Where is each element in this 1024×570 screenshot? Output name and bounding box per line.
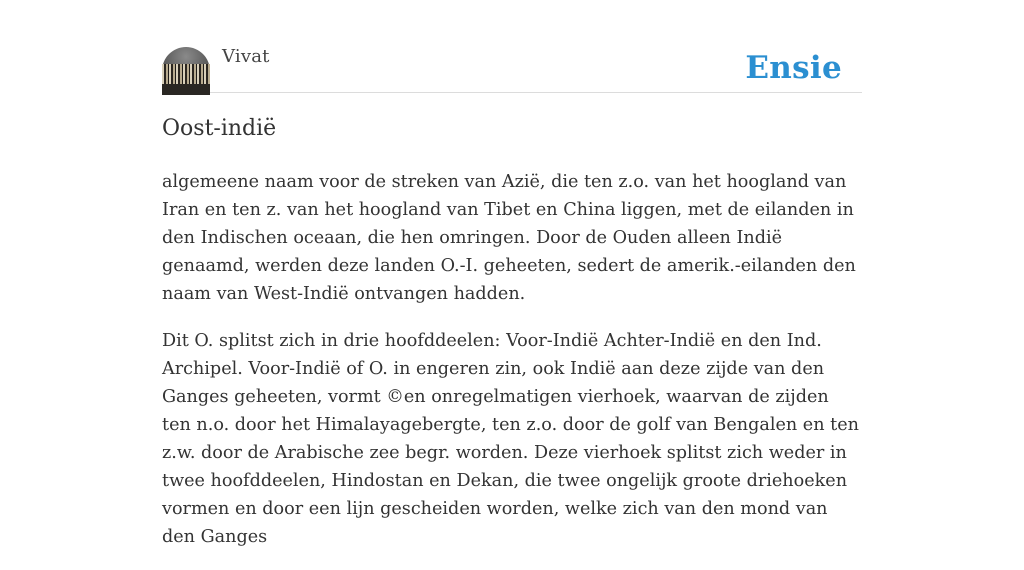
page-title: Oost-indië bbox=[162, 116, 277, 141]
author-name[interactable]: Vivat bbox=[222, 46, 270, 67]
author-avatar[interactable] bbox=[162, 47, 210, 95]
article-paragraph: algemeene naam voor de streken van Azië, die ten z.o. van het hoogland van Iran en ten z. van het hoogland van Tibet en China liggen, met de eilanden in den Indischen oceaan, die hen omringen. Door de Ouden alleen Indië genaamd, werden deze landen O.-I. geheeten, sedert de amerik.-eilanden den naam van West-Indië ontvangen hadden. bbox=[162, 172, 856, 304]
brand-logo[interactable]: Ensie bbox=[745, 50, 842, 86]
header bbox=[162, 46, 862, 93]
article-paragraph: Dit O. splitst zich in drie hoofddeelen: Voor-Indië Achter-Indië en den Ind. Archipel. Voor-Indië of O. in engeren zin, ook Indië aan deze zijde van den Ganges geheeten, vormt ©en onregelmatigen vierhoek, waarvan de zijden ten n.o. door het Himalayagebergte, ten z.o. door de golf van Bengalen en ten z.w. door de Arabische zee begr. worden. Deze vierhoek splitst zich weder in twee hoofddeelen, Hindostan en Dekan, die twee ongelijk groote driehoeken vormen en door een lijn gescheiden worden, welke zich van den mond van den Ganges bbox=[162, 331, 859, 547]
bookshelf-icon bbox=[162, 64, 210, 84]
shelf-decoration bbox=[162, 84, 210, 95]
article-body bbox=[162, 168, 862, 570]
